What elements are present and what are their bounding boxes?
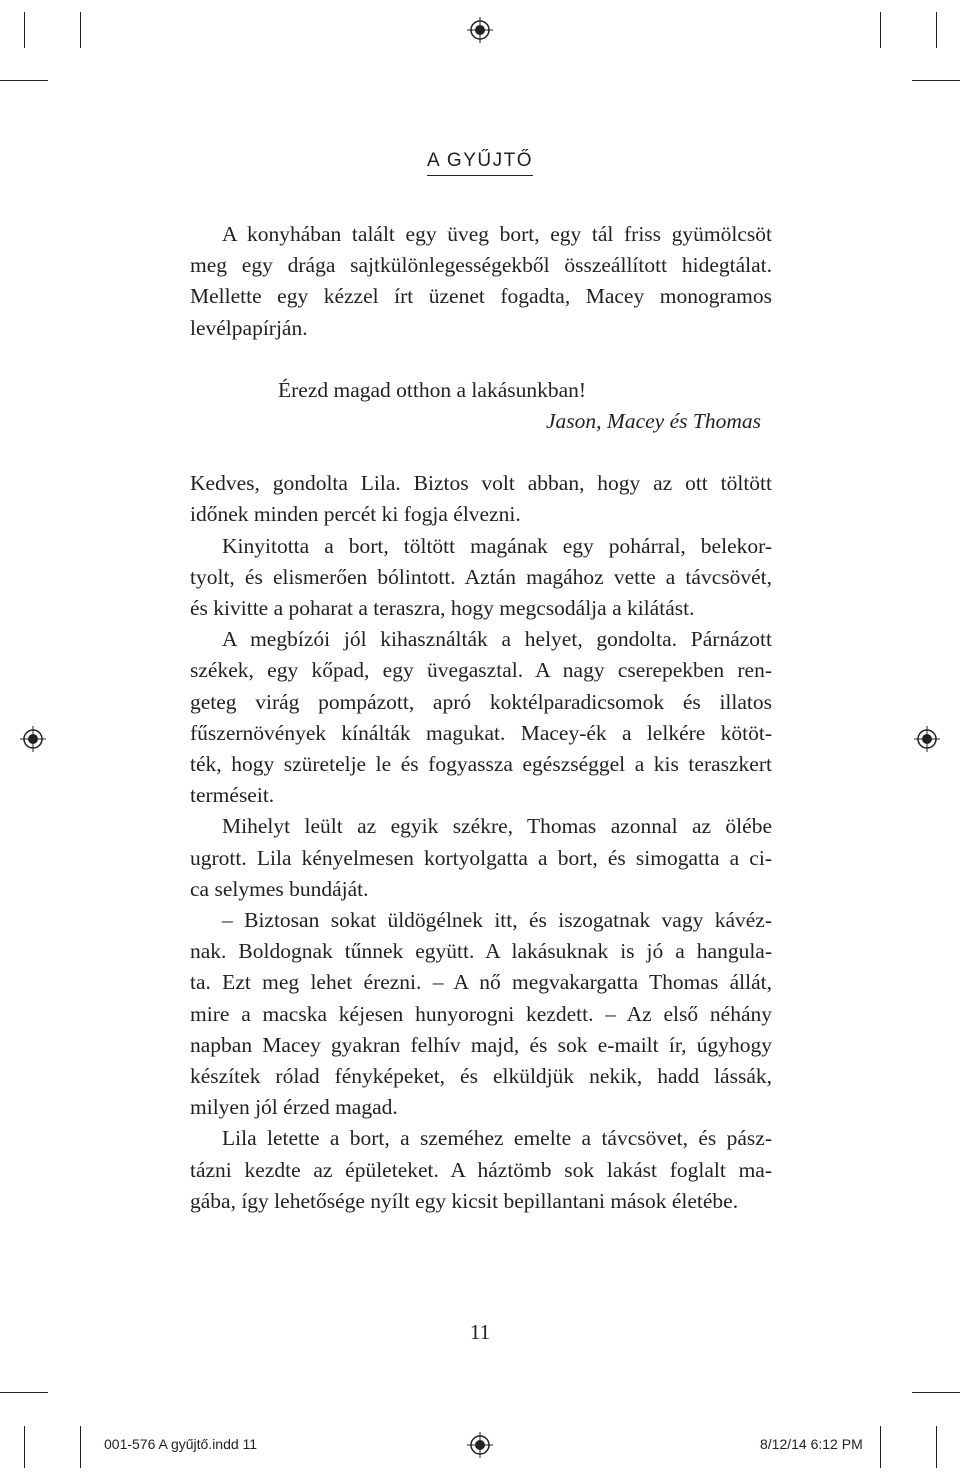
note-signature: Jason, Macey és Thomas: [546, 409, 761, 434]
text-line: tázni kezdte az épületeket. A háztömb sok lakást foglalt ma-: [190, 1157, 772, 1182]
text-line: A megbízói jól kihasználták a helyet, gondolta. Párnázott: [222, 627, 772, 652]
text-line: meg egy drága sajtkülönlegességekből összeállított hidegtálat.: [190, 253, 772, 278]
crop-mark: [0, 1392, 48, 1393]
text-line: időnek minden percét ki fogja élvezni.: [190, 502, 521, 527]
text-line: tyolt, és elismerően bólintott. Aztán magához vette a távcsövét,: [190, 564, 772, 589]
crop-mark: [80, 1426, 81, 1468]
crop-mark: [0, 80, 48, 81]
crop-mark: [24, 1426, 25, 1468]
text-line: Mellette egy kézzel írt üzenet fogadta, Macey monogramos: [190, 284, 772, 309]
body-text: [190, 219, 772, 1217]
crop-mark: [24, 12, 25, 48]
text-line: terméseit.: [190, 783, 275, 808]
text-line: mire a macska kéjesen hunyorogni kezdett. – Az első néhány: [190, 1001, 772, 1026]
running-title: A GYŰJTŐ: [427, 150, 533, 176]
page-number: 11: [469, 1320, 491, 1344]
text-line: székek, egy kőpad, egy üvegasztal. A nagy cserepekben ren-: [190, 658, 772, 683]
text-line: milyen jól érzed magad.: [190, 1095, 398, 1120]
crop-mark: [912, 80, 960, 81]
text-line: készítek rólad fényképeket, és elküldjük nekik, hadd lássák,: [190, 1064, 772, 1089]
crop-mark: [80, 12, 81, 48]
slug-file-name: 001-576 A gyűjtő.indd 11: [104, 1436, 258, 1452]
text-line: Kinyitotta a bort, töltött magának egy pohárral, belekor-: [222, 533, 772, 558]
text-line: ugrott. Lila kényelmesen kortyolgatta a bort, és simogatta a ci-: [190, 845, 772, 870]
registration-mark-icon: [914, 726, 940, 752]
text-line: gába, így lehetősége nyílt egy kicsit bepillantani mások életébe.: [190, 1188, 739, 1213]
text-line: Kedves, gondolta Lila. Biztos volt abban, hogy az ott töltött: [190, 471, 772, 496]
text-line: ca selymes bundáját.: [190, 876, 369, 901]
registration-mark-icon: [467, 1432, 493, 1458]
crop-mark: [880, 1426, 881, 1468]
text-line: Mihelyt leült az egyik székre, Thomas azonnal az ölébe: [222, 814, 772, 839]
text-line: levélpapírján.: [190, 315, 308, 340]
crop-mark: [936, 1426, 937, 1468]
text-line: Lila letette a bort, a szeméhez emelte a távcsövet, és pász-: [222, 1126, 772, 1151]
note-text: Érezd magad otthon a lakásunkban!: [278, 377, 587, 402]
text-line: – Biztosan sokat üldögélnek itt, és iszogatnak vagy kávéz-: [222, 908, 772, 933]
text-line: és kivitte a poharat a teraszra, hogy megcsodálja a kilátást.: [190, 596, 695, 621]
crop-mark: [880, 12, 881, 48]
crop-mark: [912, 1392, 960, 1393]
text-line: ta. Ezt meg lehet érezni. – A nő megvakargatta Thomas állát,: [190, 970, 772, 995]
registration-mark-icon: [467, 17, 493, 43]
text-line: ték, hogy szüretelje le és fogyassza egészséggel a kis teraszkert: [190, 752, 772, 777]
running-head: [0, 150, 960, 172]
registration-mark-icon: [20, 726, 46, 752]
text-line: geteg virág pompázott, apró koktélparadicsomok és illatos: [190, 689, 772, 714]
slug-timestamp: 8/12/14 6:12 PM: [760, 1436, 863, 1452]
text-line: fűszernövények kínálták magukat. Macey-ék a lelkére kötöt-: [190, 720, 772, 745]
text-line: A konyhában talált egy üveg bort, egy tál friss gyümölcsöt: [222, 222, 772, 246]
crop-mark: [936, 12, 937, 48]
text-line: napban Macey gyakran felhív majd, és sok e-mailt ír, úgyhogy: [190, 1032, 772, 1057]
text-line: nak. Boldognak tűnnek együtt. A lakásuknak is jó a hangula-: [190, 939, 772, 964]
